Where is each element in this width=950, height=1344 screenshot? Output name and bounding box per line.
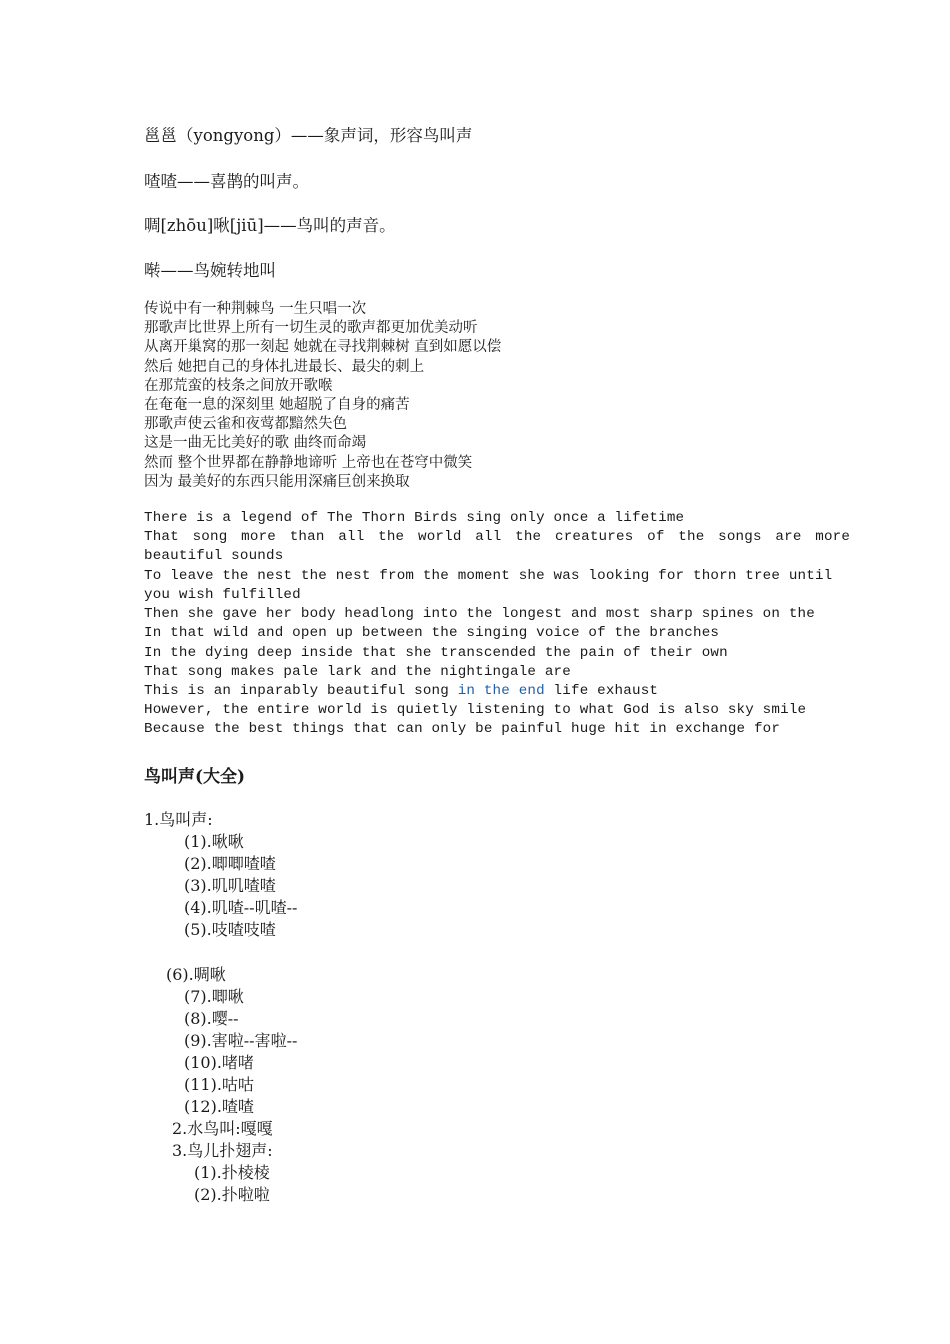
poem-zh-line: 因为 最美好的东西只能用深痛巨创来换取: [144, 474, 410, 490]
poem-en-line: you wish fulfilled: [144, 587, 301, 603]
list-subitem: (8).嘤--: [184, 1009, 239, 1028]
poem-en-line: beautiful sounds: [144, 548, 284, 564]
poem-en-line: That song makes pale lark and the nightingale are: [144, 664, 571, 680]
poem-zh-line: 那歌声比世界上所有一切生灵的歌声都更加优美动听: [144, 320, 478, 336]
poem-en-text: life exhaust: [544, 683, 659, 699]
list-subitem: (1).扑棱棱: [194, 1163, 270, 1182]
list-subitem: (6).啁啾: [166, 965, 226, 984]
list-item: 2.水鸟叫:嘎嘎: [172, 1119, 273, 1138]
poem-en-line: Then she gave her body headlong into the longest and most sharp spines on the: [144, 606, 815, 622]
list-subitem: (2).唧唧喳喳: [184, 854, 276, 873]
poem-zh-line: 那歌声使云雀和夜莺都黯然失色: [144, 416, 347, 432]
definition-yongyong: 邕邕（yongyong）——象声词，形容鸟叫声: [144, 126, 473, 145]
poem-en-line: In the dying deep inside that she transcended the pain of their own: [144, 645, 728, 661]
list-item: 1.鸟叫声:: [144, 810, 213, 829]
poem-zh-line: 这是一曲无比美好的歌 曲终而命竭: [144, 435, 367, 451]
definition-zhazha: 喳喳——喜鹊的叫声。: [144, 172, 309, 191]
list-subitem: (5).吱喳吱喳: [184, 920, 276, 939]
list-subitem: (11).咕咕: [184, 1075, 254, 1094]
poem-en-line: There is a legend of The Thorn Birds sing only once a lifetime: [144, 510, 685, 526]
poem-zh-line: 从离开巢窝的那一刻起 她就在寻找荆棘树 直到如愿以偿: [144, 339, 502, 355]
poem-en-line: Because the best things that can only be painful huge hit in exchange for: [144, 721, 781, 737]
list-subitem: (2).扑啦啦: [194, 1185, 270, 1204]
list-subitem: (10).啫啫: [184, 1053, 254, 1072]
poem-zh-line: 然后 她把自己的身体扎进最长、最尖的刺上: [144, 359, 425, 375]
poem-zh-line: 在那荒蛮的枝条之间放开歌喉: [144, 378, 333, 394]
list-subitem: (12).喳喳: [184, 1097, 254, 1116]
definition-zhuan: 啭——鸟婉转地叫: [144, 261, 276, 280]
poem-en-line: In that wild and open up between the singing voice of the branches: [144, 625, 720, 641]
list-item: 3.鸟儿扑翅声:: [172, 1141, 273, 1160]
list-subitem: (4).叽喳--叽喳--: [184, 898, 298, 917]
list-subitem: (7).唧啾: [184, 987, 244, 1006]
list-subitem: (3).叽叽喳喳: [184, 876, 276, 895]
list-subitem: (1).啾啾: [184, 832, 244, 851]
poem-en-line: To leave the nest the nest from the moment she was looking for thorn tree until: [144, 568, 833, 584]
section-title: 鸟叫声(大全): [144, 767, 246, 787]
poem-en-line: However, the entire world is quietly listening to what God is also sky smile: [144, 702, 807, 718]
poem-en-line: [144, 682, 658, 701]
poem-en-line: That song more than all the world all the creatures of the songs are more: [144, 529, 851, 545]
poem-zh-line: 传说中有一种荆棘鸟 一生只唱一次: [144, 301, 367, 317]
poem-zh-line: 在奄奄一息的深刻里 她超脱了自身的痛苦: [144, 397, 410, 413]
poem-en-highlight: in the end: [457, 683, 545, 699]
poem-zh-line: 然而 整个世界都在静静地谛听 上帝也在苍穹中微笑: [144, 455, 473, 471]
poem-en-text: This is an inparably beautiful song: [144, 683, 458, 699]
definition-zhoujiu: 啁[zhōu]啾[jiū]——鸟叫的声音。: [144, 216, 396, 235]
list-subitem: (9).害啦--害啦--: [184, 1031, 298, 1050]
